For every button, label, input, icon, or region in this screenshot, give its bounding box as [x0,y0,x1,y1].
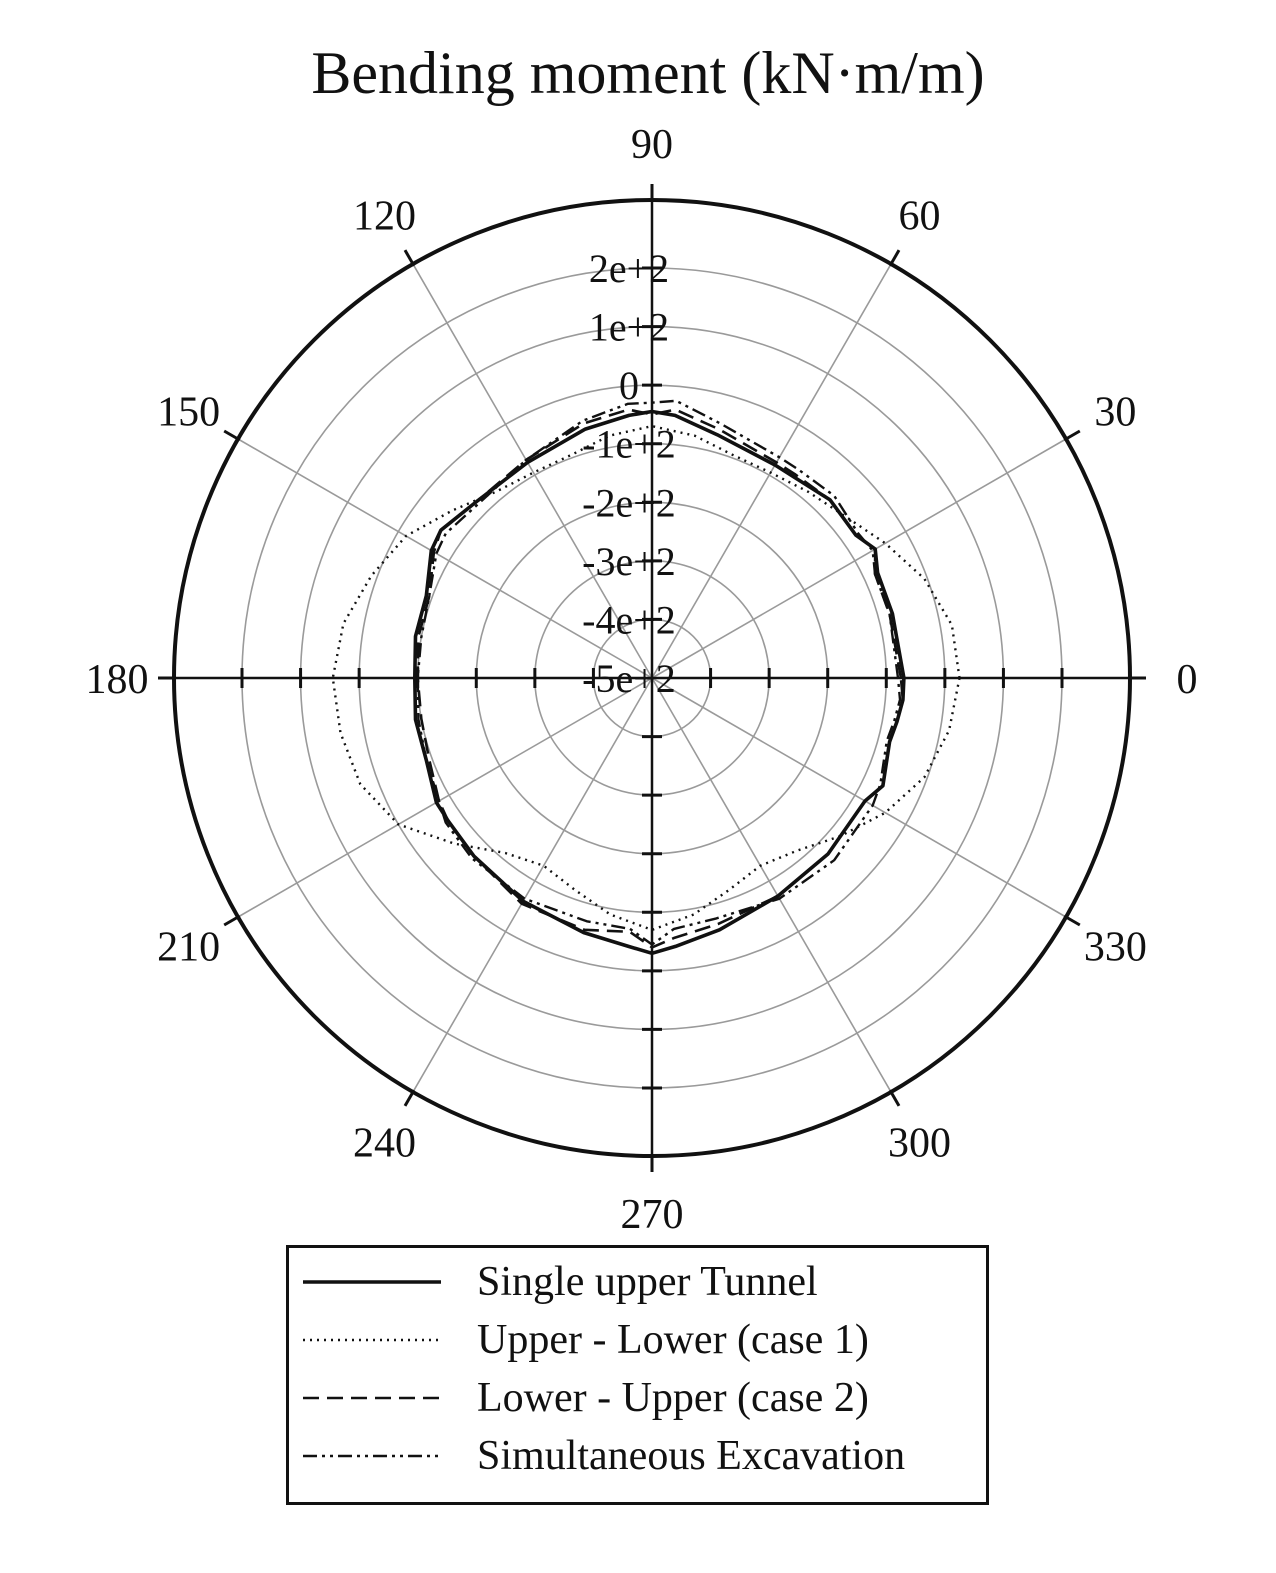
radial-tick-label: -1e+2 [582,421,676,467]
angle-tick-label: 30 [1094,389,1137,436]
radial-tick-label: 2e+2 [588,246,670,291]
angle-tick-label: 240 [353,1120,416,1167]
radial-tick-label: -3e+2 [582,538,676,584]
legend-label: Single upper Tunnel [477,1259,818,1305]
legend-swatch [303,1330,443,1350]
grid-spoke [238,678,652,917]
grid-spoke [652,678,1066,917]
angular-tick [890,1090,899,1106]
angular-tick [890,250,899,266]
angle-tick-label: 150 [157,389,221,436]
angle-tick-label: 300 [888,1120,951,1167]
angle-tick-label: 120 [353,193,416,240]
angular-tick [224,431,240,440]
angle-tick-label: 210 [157,924,221,971]
grid-spoke [413,678,652,1092]
radial-tick-label: -2e+2 [582,480,676,526]
angular-tick [1064,916,1080,925]
radial-tick-label: 0 [619,363,639,409]
legend-item [289,1312,986,1368]
legend-item [289,1254,986,1310]
legend-label: Simultaneous Excavation [477,1433,906,1479]
grid-spoke [652,264,891,678]
angle-tick-label: 90 [631,122,673,168]
angular-tick [224,916,240,925]
legend [286,1245,989,1505]
grid-spoke [652,678,891,1092]
angle-tick-label: 0 [1176,657,1198,703]
legend-label: Lower - Upper (case 2) [477,1375,869,1421]
grid-spoke [652,439,1066,678]
angle-tick-label: 270 [620,1192,684,1238]
radial-tick-label: -5e+2 [582,656,676,701]
radial-tick-label: 1e+2 [588,304,670,350]
legend-swatch [303,1446,443,1466]
angle-tick-label: 330 [1083,924,1147,971]
angular-tick [1064,431,1080,440]
angular-tick [405,250,414,266]
legend-item [289,1428,986,1484]
radial-tick-label: -4e+2 [582,597,676,643]
angular-tick [405,1090,414,1106]
legend-swatch [303,1388,443,1408]
legend-label: Upper - Lower (case 1) [477,1317,869,1363]
legend-item [289,1370,986,1426]
tick-labels [86,122,1198,1238]
angle-tick-label: 60 [898,193,941,240]
chart-title: Bending moment (kN·m/m) [311,40,985,106]
angle-tick-label: 180 [85,657,149,703]
legend-swatch [303,1272,443,1292]
